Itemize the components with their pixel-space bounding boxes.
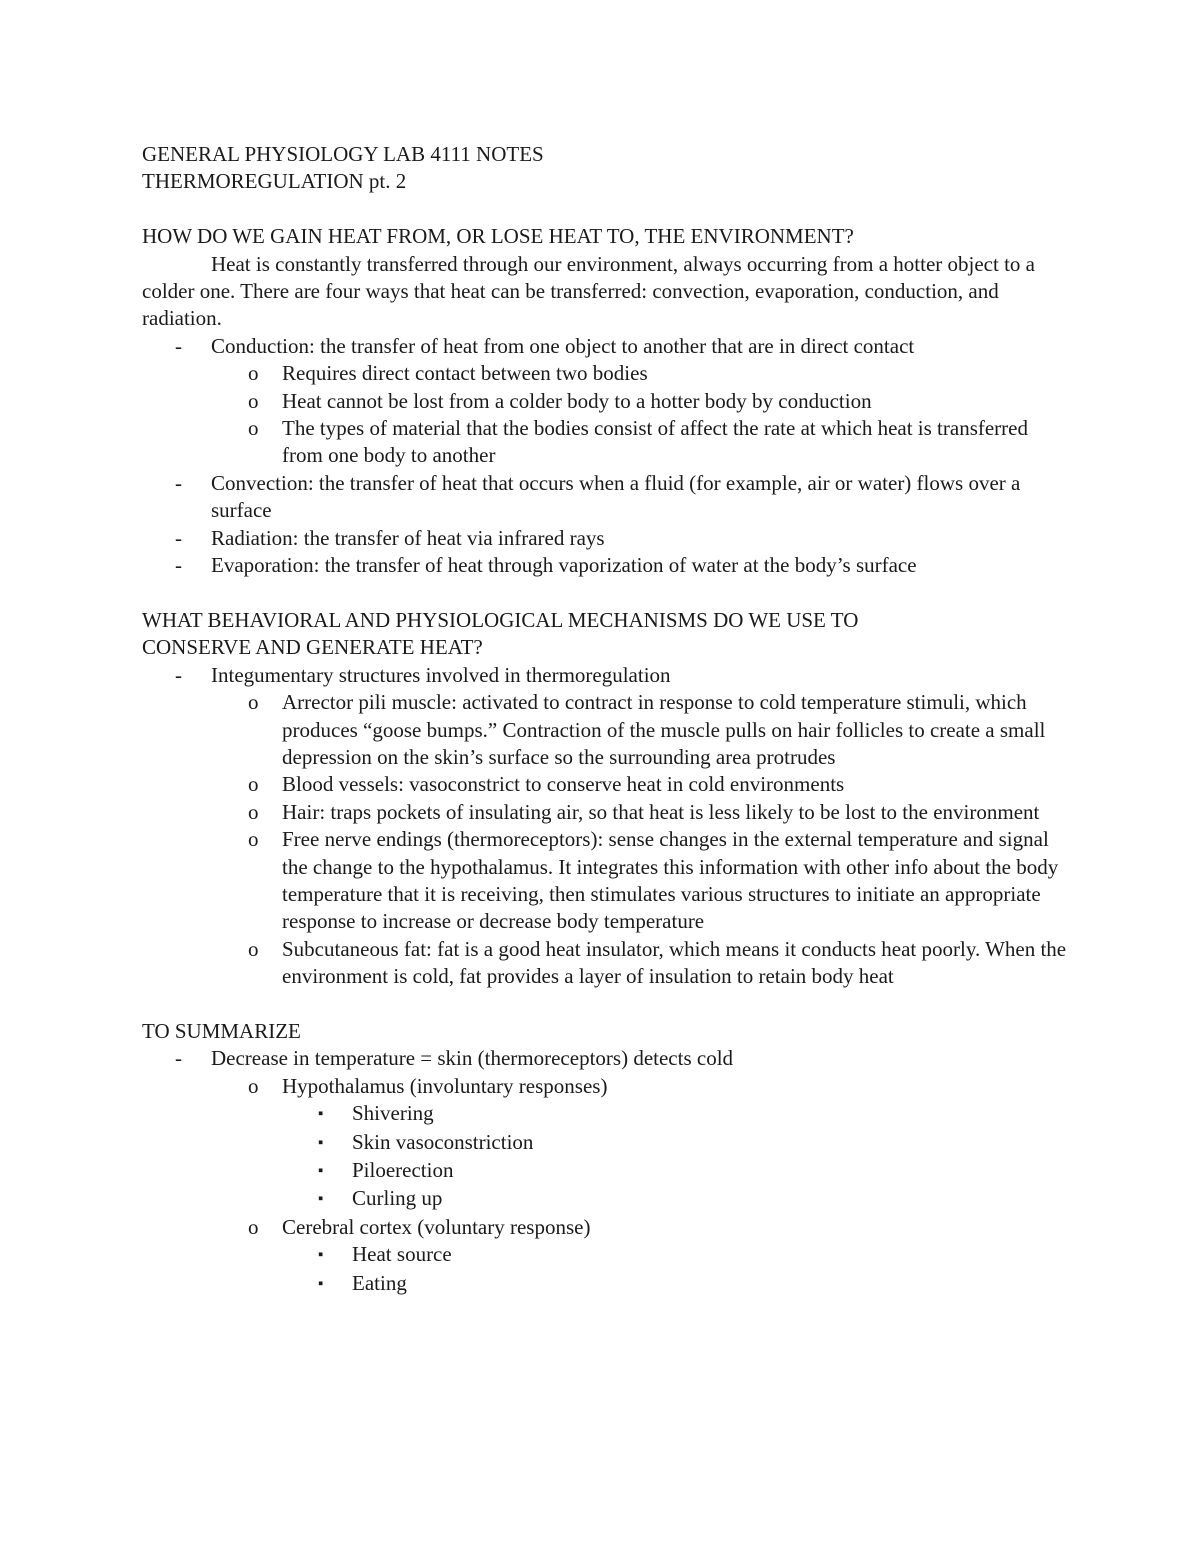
circle-bullet: o xyxy=(248,1214,259,1239)
sub-list-item-text: Requires direct contact between two bodies xyxy=(282,361,648,386)
spacer xyxy=(142,196,1072,223)
square-bullet: ▪ xyxy=(318,1162,324,1179)
spacer xyxy=(142,991,1072,1018)
list-item xyxy=(142,1045,1072,1072)
circle-bullet: o xyxy=(248,772,259,797)
sub-list-item-text: Subcutaneous fat: fat is a good heat insulator, which means it conducts heat poorly. When the environment is cold, fat provides a layer of insulation to retain body heat xyxy=(282,936,1067,989)
sub-list-item-text: The types of material that the bodies consist of affect the rate at which heat is transferred from one body to another xyxy=(282,416,1028,468)
sub-list-item-text: Arrector pili muscle: activated to contract in response to cold temperature stimuli, which produces “goose bumps.” Contraction of the muscle pulls on hair follicles to create a small depression on the skin’s surface so the surrounding area protrudes xyxy=(282,690,1046,769)
sub-sub-list-item-text: Curling up xyxy=(352,1186,443,1211)
sub-sub-list-item xyxy=(142,1157,1072,1185)
sub-list-item-text: Hair: traps pockets of insulating air, so that heat is less likely to be lost to the environment xyxy=(282,799,1040,824)
sub-list-item xyxy=(142,415,1072,470)
sub-sub-list-item-text: Piloerection xyxy=(352,1157,454,1182)
sub-sub-list-item xyxy=(142,1241,1072,1269)
sub-list-item xyxy=(142,1214,1072,1241)
sub-list-item-text: Free nerve endings (thermoreceptors): sense changes in the external temperature and signal the change to the hypothalamus. It integrates this information with other info about the body temperature that it is receiving, then stimulates various structures to initiate an appropriate response to increase or decrease body temperature xyxy=(282,827,1059,934)
dash-bullet: - xyxy=(175,1046,182,1071)
sub-list-item-text: Heat cannot be lost from a colder body to a hotter body by conduction xyxy=(282,388,872,413)
list-item xyxy=(142,662,1072,689)
list-item-text: Radiation: the transfer of heat via infrared rays xyxy=(211,525,605,550)
sub-sub-list-item xyxy=(142,1100,1072,1128)
circle-bullet: o xyxy=(248,388,259,413)
square-bullet: ▪ xyxy=(318,1191,324,1208)
sub-sub-list-item xyxy=(142,1185,1072,1213)
list-item xyxy=(142,552,1072,579)
sub-list-item-text: Hypothalamus (involuntary responses) xyxy=(282,1073,608,1098)
document-page xyxy=(142,141,1072,1298)
sub-list-item-text: Blood vessels: vasoconstrict to conserve heat in cold environments xyxy=(282,772,845,797)
document-subtitle: THERMOREGULATION pt. 2 xyxy=(142,169,407,194)
circle-bullet: o xyxy=(248,416,259,441)
list-item xyxy=(142,525,1072,552)
sub-sub-list-item-text: Heat source xyxy=(352,1242,452,1267)
dash-bullet: - xyxy=(175,553,182,578)
circle-bullet: o xyxy=(248,827,259,852)
intro-paragraph: Heat is constantly transferred through our environment, always occurring from a hotter object to a colder one. There are four ways that heat can be transferred: convection, evaporation, conduction, and radiation. xyxy=(142,251,1035,331)
dash-bullet: - xyxy=(175,333,182,358)
square-bullet: ▪ xyxy=(318,1247,324,1264)
circle-bullet: o xyxy=(248,361,259,386)
section-heading: CONSERVE AND GENERATE HEAT? xyxy=(142,635,483,660)
list-item-text: Conduction: the transfer of heat from one object to another that are in direct contact xyxy=(211,333,915,358)
list-item-text: Convection: the transfer of heat that occurs when a fluid (for example, air or water) flows over a surface xyxy=(211,470,1021,523)
list-item-text: Evaporation: the transfer of heat through vaporization of water at the body’s surface xyxy=(211,553,917,578)
sub-sub-list-item-text: Shivering xyxy=(352,1101,434,1126)
sub-sub-list-item xyxy=(142,1270,1072,1298)
list-item xyxy=(142,333,1072,360)
circle-bullet: o xyxy=(248,936,259,961)
spacer xyxy=(142,579,1072,606)
sub-sub-list-item xyxy=(142,1129,1072,1157)
square-bullet: ▪ xyxy=(318,1134,324,1151)
section-heading: WHAT BEHAVIORAL AND PHYSIOLOGICAL MECHANISMS DO WE USE TO xyxy=(142,607,859,632)
sub-list-item xyxy=(142,936,1072,991)
sub-sub-list-item-text: Skin vasoconstriction xyxy=(352,1129,534,1154)
sub-list-item xyxy=(142,360,1072,387)
circle-bullet: o xyxy=(248,690,259,715)
circle-bullet: o xyxy=(248,1073,259,1098)
sub-list-item xyxy=(142,799,1072,826)
list-item-text: Decrease in temperature = skin (thermoreceptors) detects cold xyxy=(211,1046,734,1071)
sub-list-item xyxy=(142,689,1072,771)
square-bullet: ▪ xyxy=(318,1106,324,1123)
sub-list-item-text: Cerebral cortex (voluntary response) xyxy=(282,1214,591,1239)
sub-list-item xyxy=(142,388,1072,415)
sub-list-item xyxy=(142,1073,1072,1100)
list-item xyxy=(142,470,1072,525)
section-heading: HOW DO WE GAIN HEAT FROM, OR LOSE HEAT TO, THE ENVIRONMENT? xyxy=(142,224,854,249)
dash-bullet: - xyxy=(175,662,182,687)
circle-bullet: o xyxy=(248,799,259,824)
dash-bullet: - xyxy=(175,525,182,550)
sub-list-item xyxy=(142,771,1072,798)
document-title: GENERAL PHYSIOLOGY LAB 4111 NOTES xyxy=(142,142,544,166)
sub-list-item xyxy=(142,826,1072,936)
list-item-text: Integumentary structures involved in thermoregulation xyxy=(211,662,671,687)
dash-bullet: - xyxy=(175,470,182,495)
square-bullet: ▪ xyxy=(318,1275,324,1292)
section-heading: TO SUMMARIZE xyxy=(142,1018,301,1043)
sub-sub-list-item-text: Eating xyxy=(352,1270,407,1295)
